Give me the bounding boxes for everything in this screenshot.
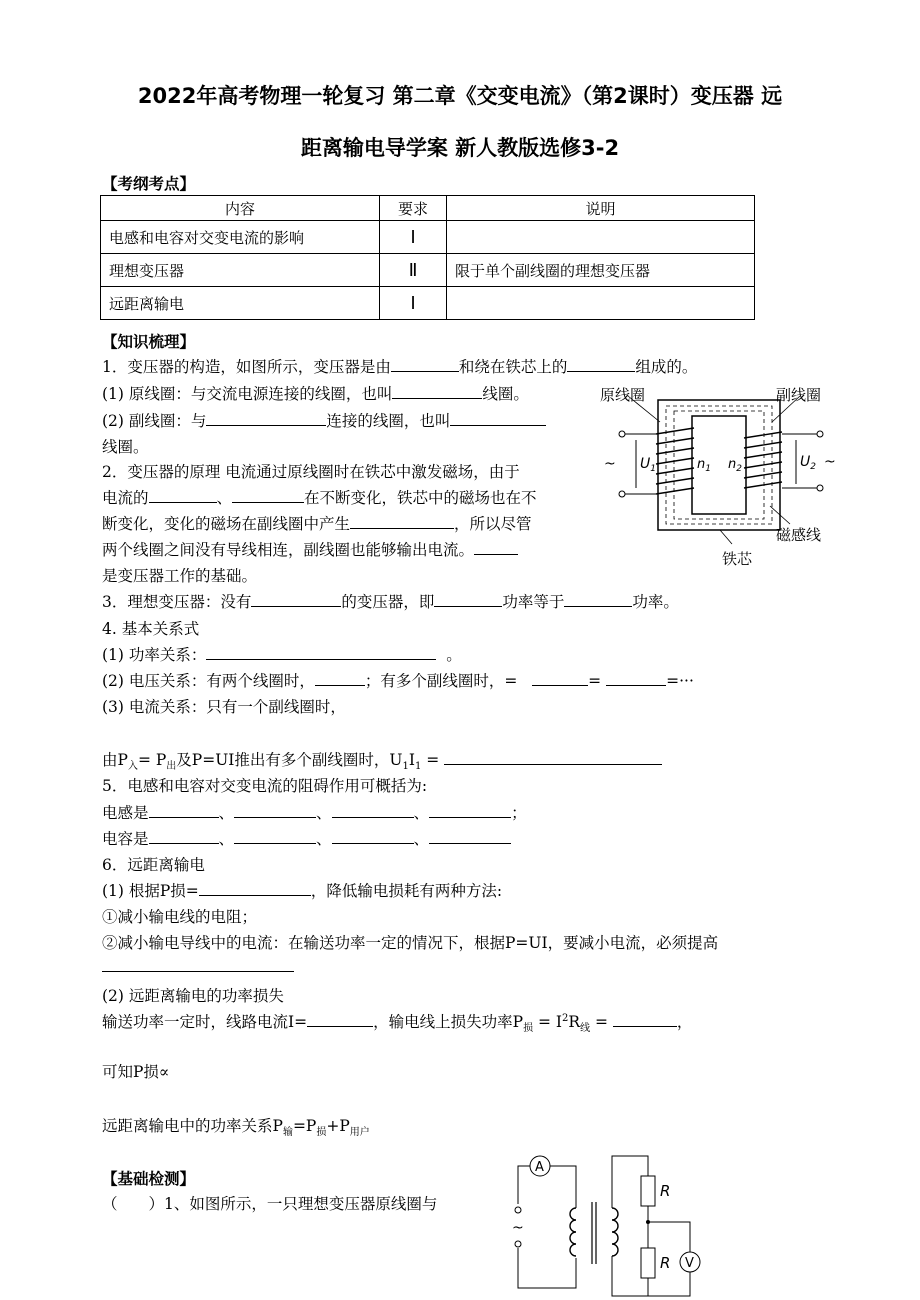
label-n2: $n_2$: [728, 457, 742, 474]
fill-blank[interactable]: [606, 671, 666, 686]
section-kaogang: 【考纲考点】: [102, 175, 196, 193]
text-line: 电感是 、 、 、 ；: [102, 804, 527, 822]
text-line: 5．电感和电容对交变电流的阻碍作用可概括为:: [102, 777, 428, 795]
resistor-2: [641, 1248, 655, 1278]
terminal: [515, 1241, 521, 1247]
fill-blank[interactable]: [149, 829, 219, 844]
fill-blank[interactable]: [429, 829, 511, 844]
table-cell: 理想变压器: [101, 254, 380, 287]
section-zhishi: 【知识梳理】: [102, 333, 196, 351]
table-header-cell: 说明: [447, 196, 755, 221]
terminal: [515, 1207, 521, 1213]
flux-line: [666, 406, 772, 524]
text-line: (1) 根据P损= ，降低输电损耗有两种方法:: [102, 882, 503, 900]
table-cell: [447, 287, 755, 320]
text-line: 1．变压器的构造，如图所示，变压器是由 和绕在铁芯上的 组成的。: [102, 358, 698, 376]
text-line: 2．变压器的原理 电流通过原线圈时在铁芯中激发磁场，由于: [102, 463, 520, 481]
text-line: ②减小输电导线中的电流：在输送功率一定的情况下，根据P=UI，要减小电流，必须提高: [102, 934, 719, 952]
primary-coil: [656, 428, 694, 494]
svg-text:V: V: [685, 1256, 694, 1271]
svg-text:R: R: [660, 1182, 671, 1200]
text-line: (1) 功率关系： 。: [102, 646, 462, 664]
text-line: 6．远距离输电: [102, 856, 205, 874]
table-cell: 限于单个副线圈的理想变压器: [447, 254, 755, 287]
text-line: 两个线圈之间没有导线相连，副线圈也能够输出电流。: [102, 538, 518, 560]
terminal: [817, 485, 823, 491]
fill-blank[interactable]: [429, 803, 511, 818]
table-cell: 远距离输电: [101, 287, 380, 320]
table-cell: Ⅰ: [380, 221, 447, 254]
doc-title-line1: 2022年高考物理一轮复习 第二章《交变电流》（第2课时）变压器 远: [137, 84, 783, 108]
table-cell: 电感和电容对交变电流的影响: [101, 221, 380, 254]
table-row: [101, 254, 755, 287]
text-line: 可知P损∝: [102, 1063, 170, 1081]
terminal: [619, 431, 625, 437]
terminal: [817, 431, 823, 437]
label-u1: $U_1$: [640, 456, 656, 474]
label-core: 铁芯: [722, 550, 753, 568]
fill-blank[interactable]: [450, 411, 546, 426]
fill-blank[interactable]: [434, 592, 502, 607]
text-line: (3) 电流关系：只有一个副线圈时，: [102, 698, 346, 716]
table-cell: [447, 221, 755, 254]
text-line: 4. 基本关系式: [102, 620, 200, 638]
table-header-cell: 要求: [380, 196, 447, 221]
table-row: [101, 221, 755, 254]
fill-blank[interactable]: [564, 592, 632, 607]
flux-line: [674, 411, 764, 519]
resistor-1: [641, 1176, 655, 1206]
fill-blank[interactable]: [234, 829, 316, 844]
text-line: 远距离输电中的功率关系$P_输=P_损+P_{用户}$: [102, 1117, 370, 1139]
svg-text:~: ~: [512, 1220, 524, 1236]
label-primary: 原线圈: [600, 386, 646, 404]
label-flux: 磁感线: [776, 526, 822, 544]
fill-blank[interactable]: [532, 671, 588, 686]
text-line: (2) 远距离输电的功率损失: [102, 987, 284, 1005]
svg-text:A: A: [535, 1160, 544, 1175]
svg-text:~: ~: [824, 454, 836, 470]
text-line: 3．理想变压器：没有 的变压器，即 功率等于 功率。: [102, 593, 679, 611]
circuit-figure: [508, 1150, 728, 1300]
fill-blank[interactable]: [350, 514, 454, 529]
label-n1: $n_1$: [697, 457, 711, 474]
fill-blank[interactable]: [332, 829, 414, 844]
text-line: 断变化，变化的磁场在副线圈中产生 ，所以尽管: [102, 515, 532, 533]
fill-blank[interactable]: [444, 750, 662, 765]
fill-blank[interactable]: [251, 592, 341, 607]
secondary-coil: [612, 1208, 618, 1256]
fill-blank[interactable]: [206, 411, 326, 426]
table-cell: Ⅱ: [380, 254, 447, 287]
fill-blank[interactable]: [613, 1012, 677, 1027]
text-line: (2) 电压关系：有两个线圈时， ；有多个副线圈时，= = =···: [102, 672, 694, 690]
text-line: ①减小输电线的电阻；: [102, 908, 258, 926]
fill-blank[interactable]: [332, 803, 414, 818]
fill-blank[interactable]: [392, 384, 482, 399]
label-secondary: 副线圈: [776, 386, 822, 404]
text-line: 由$P_入= P_出$及P=UI推出有多个副线圈时，$U_1I_1$ =: [102, 748, 662, 772]
doc-title-line2: 距离输电导学案 新人教版选修3-2: [300, 136, 620, 160]
fill-blank[interactable]: [199, 881, 311, 896]
fill-blank[interactable]: [232, 488, 304, 503]
svg-text:~: ~: [604, 456, 616, 472]
table-header-row: [101, 196, 755, 221]
fill-blank[interactable]: [474, 540, 518, 555]
transformer-figure: [600, 382, 840, 572]
fill-blank[interactable]: [307, 1012, 373, 1027]
text-line: 电流的 、 在不断变化，铁芯中的磁场也在不: [102, 489, 537, 507]
section-jichu: 【基础检测】: [102, 1170, 196, 1188]
fill-blank[interactable]: [567, 357, 635, 372]
table-cell: Ⅰ: [380, 287, 447, 320]
fill-blank[interactable]: [206, 645, 436, 660]
text-line: [102, 957, 294, 976]
table-header-cell: 内容: [101, 196, 380, 221]
terminal: [619, 491, 625, 497]
fill-blank[interactable]: [102, 957, 294, 972]
fill-blank[interactable]: [391, 357, 459, 372]
text-line: (2) 副线圈：与 连接的线圈，也叫: [102, 409, 546, 431]
svg-text:R: R: [660, 1254, 671, 1272]
fill-blank[interactable]: [315, 671, 365, 686]
text-line: (1) 原线圈：与交流电源连接的线圈，也叫 线圈。: [102, 385, 529, 403]
kaogang-table: [100, 195, 755, 320]
fill-blank[interactable]: [149, 803, 219, 818]
fill-blank[interactable]: [234, 803, 316, 818]
primary-coil: [570, 1208, 576, 1256]
secondary-coil: [744, 432, 782, 488]
text-line: 线圈。: [102, 438, 149, 456]
label-u2: $U_2$: [800, 454, 816, 472]
text-line: 电容是 、 、 、: [102, 827, 511, 849]
text-line: 是变压器工作的基础。: [102, 567, 258, 585]
question-1: （ ）1、如图所示，一只理想变压器原线圈与: [102, 1195, 438, 1213]
text-line: 输送功率一定时，线路电流I= ，输电线上损失功率$P_损 = I^2R_线$ = ，: [102, 1012, 693, 1035]
fill-blank[interactable]: [149, 488, 217, 503]
table-row: [101, 287, 755, 320]
